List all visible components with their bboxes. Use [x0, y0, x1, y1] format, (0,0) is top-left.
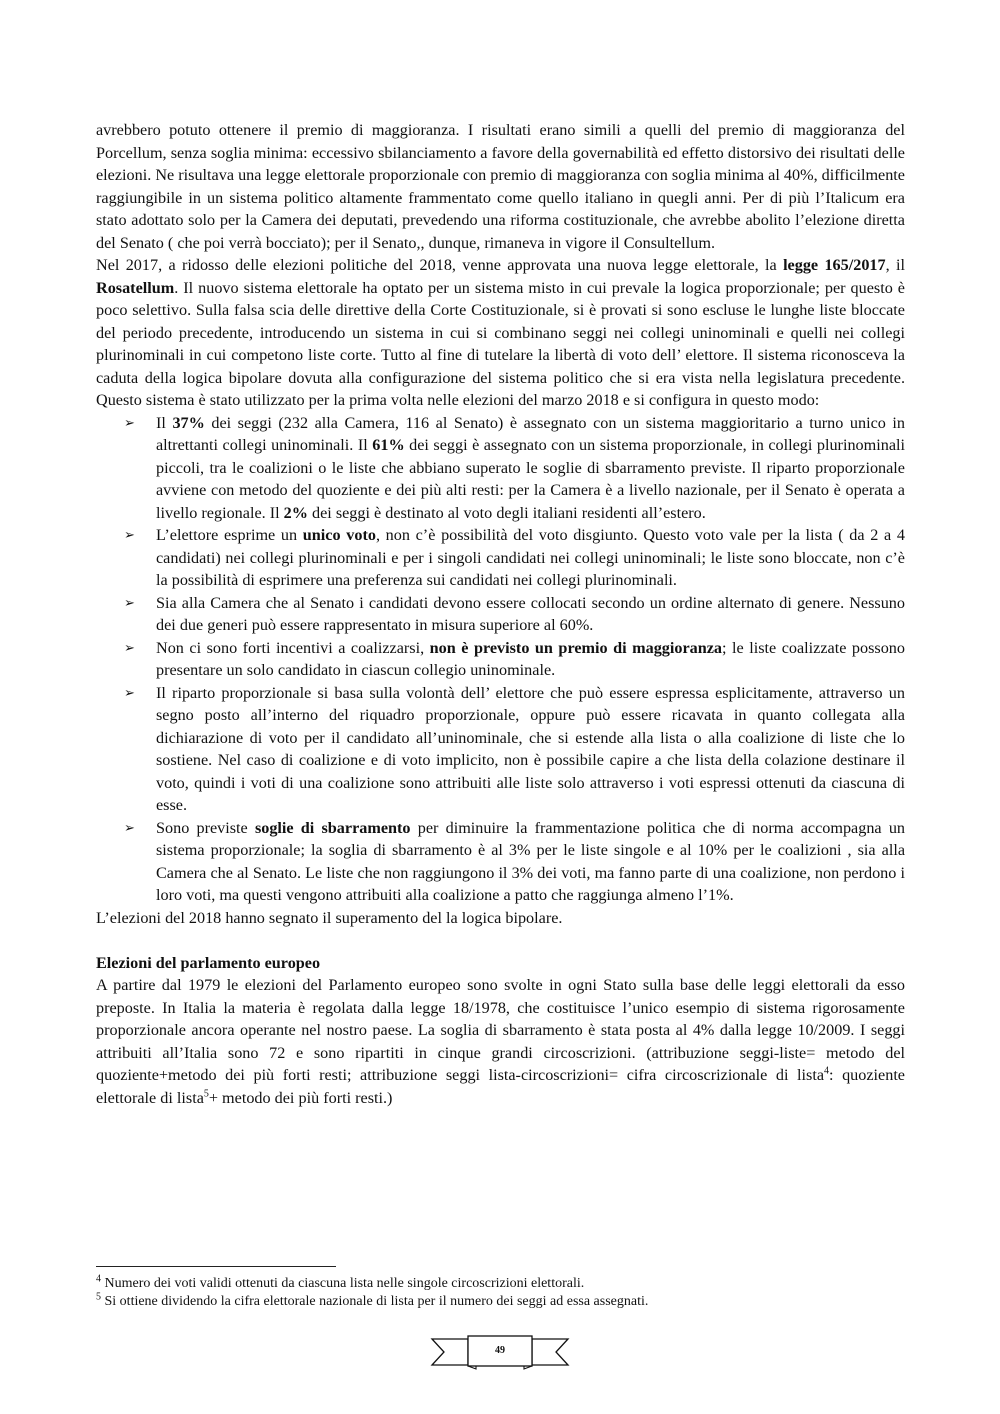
paragraph-european-elections	[96, 974, 905, 1109]
text-run: L’elettore esprime un	[156, 526, 303, 544]
text-run: per diminuire la frammentazione politica che di norma accompagna un sistema proporzionale; la soglia di sbarramento è al 3% per le liste singole e al 10% per le coalizioni , sia alla Camera che al Senato. Le liste che non raggiungono il 3% dei voti, ma fanno parte di una coalizione, non perdono i loro voti, ma questi vengono attribuiti alla coalizione a patto che raggiunga almeno l’1%.	[156, 818, 906, 904]
footnote	[96, 1293, 905, 1311]
arrow-bullet-icon: ➢	[124, 594, 135, 610]
text-run: dei seggi è destinato al voto degli italiani residenti all’estero.	[307, 503, 706, 522]
list-item	[96, 412, 905, 525]
bold-text: soglie di sbarramento	[254, 818, 411, 837]
footnotes	[96, 1275, 905, 1311]
body-text	[96, 119, 905, 1109]
page-number-banner	[430, 1334, 570, 1370]
arrow-bullet-icon: ➢	[124, 684, 135, 700]
bold-text: 2%	[283, 503, 308, 522]
text-run: ; le liste coalizzate possono presentare un solo candidato in ciascun collegio uninominale.	[156, 638, 905, 679]
text-run: . Il nuovo sistema elettorale ha optato per un sistema misto in cui prevale la logica proporzionale; per questo è poco selettivo. Sulla falsa scia delle direttive della Corte Costituzionale, si è provati si sono escluse le lunghe liste bloccate del periodo precedente, introducendo un sistema in cui si combinano seggi nei collegi uninominali e quelli nei collegi plurinominali in cui competono liste corte. Tutto al fine di tutelare la libertà di voto dell’ elettore. Il sistema riconosceva la caduta della logica bipolare dovuta alla configurazione del sistema politico che si era vista nella legislatura precedente. Questo sistema è stato utilizzato per la prima volta nelle elezioni del marzo 2018 e si configura in questo modo:	[96, 278, 905, 409]
text-run: Sia alla Camera che al Senato i candidati devono essere collocati secondo un ordine alternato di genere. Nessuno dei due generi può essere rappresentato in misura superiore al 60%.	[156, 593, 905, 634]
text-run: : quoziente elettorale di lista	[96, 1066, 905, 1107]
text-run: , il	[885, 256, 905, 274]
footnote-mark: 5	[96, 1291, 101, 1303]
footnote-text: Si ottiene dividendo la cifra elettorale nazionale di lista per il numero dei seggi ad essa assegnati.	[101, 1294, 649, 1309]
arrow-bullet-icon: ➢	[124, 414, 135, 430]
list-item	[96, 637, 905, 682]
arrow-bullet-icon: ➢	[124, 527, 135, 542]
text-run: + metodo dei più forti resti.)	[208, 1088, 393, 1107]
footnote-reference[interactable]: 5	[203, 1088, 209, 1100]
footnote-mark: 4	[96, 1273, 101, 1285]
bullet-list	[96, 412, 905, 907]
text-run: Il riparto proporzionale si basa sulla volontà dell’ elettore che può essere espressa esplicitamente, attraverso un segno posto all’interno del riquadro proporzionale, oppure può essere ricavata in quanto collegata alla dichiarazione di voto per il candidato all’uninominale, che si estende alla lista o alla coalizione di liste che lo sostiene. Nel caso di coalizione e di voto implicito, non è possibile capire a che lista della colazione destinare il voto, quindi i voti di una coalizione sono attribuiti alle liste solo attraverso i voti espressi ottenuti da ciascuna di esse.	[156, 683, 905, 814]
list-item	[96, 524, 905, 592]
bold-text: non è previsto un premio di maggioranza	[429, 638, 723, 657]
footnote-separator	[96, 1266, 336, 1267]
bold-text: 61%	[372, 436, 405, 454]
text-run: dei seggi è assegnato con un sistema proporzionale, in collegi plurinominali piccoli, tra le coalizioni o le liste che abbiano superato le soglie di sbarramento previste. Il riparto proporzionale avviene con metodo del quoziente e dei più alti resti: per la Camera è a livello nazionale, per il Senato è operata a livello regionale. Il	[156, 436, 905, 522]
text-run: Non ci sono forti incentivi a coalizzarsi,	[156, 638, 430, 657]
bold-text: unico voto	[302, 526, 376, 544]
text-run: A partire dal 1979 le elezioni del Parlamento europeo sono svolte in ogni Stato sulla base delle leggi elettorali da esso preposte. In Italia la materia è regolata dalla legge 18/1978, che costituisce l’unico esempio di sistema rigorosamente proporzionale ancora operante nel nostro paese. La soglia di sbarramento è stata posta al 4% dalla legge 10/2009. I seggi attribuiti all’Italia sono 72 e sono ripartiti in cinque grandi circoscrizioni. (attribuzione seggi-liste= metodo del quoziente+metodo dei più forti resti; attribuzione seggi lista-circoscrizioni= cifra circoscrizionale di lista	[96, 976, 905, 1084]
text-run: Il	[156, 413, 173, 432]
page-number: 49	[495, 1345, 505, 1356]
footnote-text: Numero dei voti validi ottenuti da ciascuna lista nelle singole circoscrizioni elettorali.	[101, 1276, 585, 1291]
text-run: , non c’è possibilità del voto disgiunto. Questo voto vale per la lista ( da 2 a 4 candidati) nei collegi plurinominali e per i singoli candidati nei collegi uninominali; le liste sono bloccate, non c’è la possibilità di esprimere una preferenza sui candidati nei collegi plurinominali.	[156, 526, 905, 589]
footnote	[96, 1275, 905, 1293]
list-item	[96, 817, 905, 907]
arrow-bullet-icon: ➢	[124, 819, 135, 835]
paragraph-italicum: avrebbero potuto ottenere il premio di maggioranza. I risultati erano simili a quelli del premio di maggioranza del Porcellum, senza soglia minima: eccessivo sbilanciamento a favore della governabilità ed effetto distorsivo dei risultati delle elezioni. Ne risultava una legge elettorale proporzionale con premio di maggioranza con soglia minima al 40%, difficilmente raggiungibile in un sistema politico altamente frammentato come quello italiano in quegli anni. Per di più l’Italicum era stato adottato solo per la Camera dei deputati, prevedendo una riforma costituzionale, che avrebbe abolito l’elezione diretta del Senato ( che poi verrà bocciato); per il Senato,, dunque, rimaneva in vigore il Consultellum.	[96, 121, 905, 252]
bold-law-number: legge 165/2017	[783, 256, 886, 274]
bold-law-name: Rosatellum	[96, 278, 175, 297]
text-run: dei seggi (232 alla Camera, 116 al Senato) è assegnato con un sistema maggioritario a turno unico in altrettanti collegi uninominali. Il	[156, 413, 905, 454]
list-item	[96, 592, 905, 637]
footnote-reference[interactable]: 4	[824, 1065, 830, 1077]
paragraph-rosatellum	[96, 254, 905, 412]
text-run: Nel 2017, a ridosso delle elezioni politiche del 2018, venne approvata una nuova legge elettorale, la	[96, 256, 784, 274]
section-heading: Elezioni del parlamento europeo	[96, 953, 321, 972]
arrow-bullet-icon: ➢	[124, 639, 135, 655]
text-run: Sono previste	[156, 818, 255, 837]
bold-text: 37%	[172, 413, 205, 432]
closing-line: L’elezioni del 2018 hanno segnato il superamento del la logica bipolare.	[96, 908, 563, 927]
list-item	[96, 682, 905, 817]
